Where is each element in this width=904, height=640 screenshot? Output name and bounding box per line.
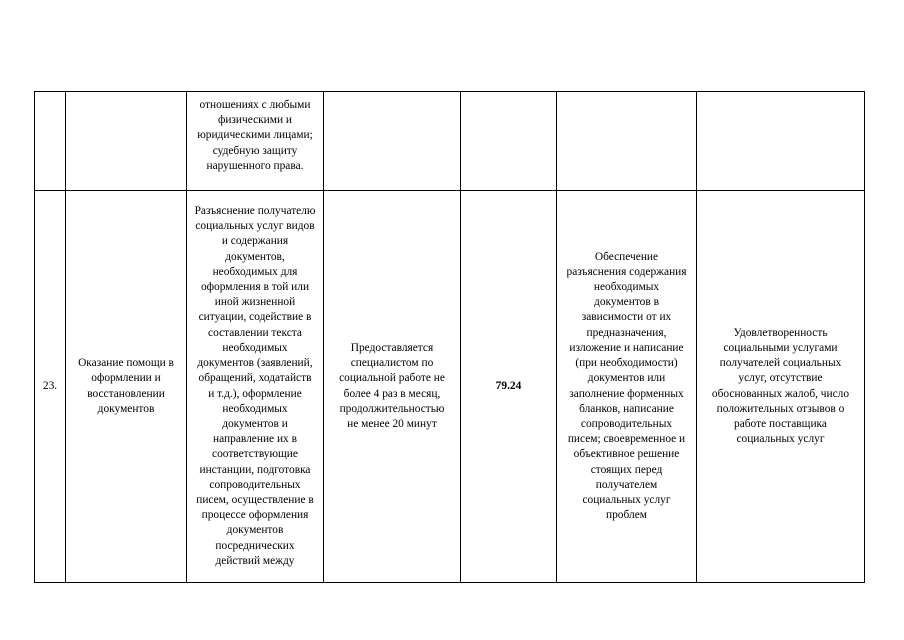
- text-line: оформлении и: [91, 372, 161, 385]
- text-line: и содержания: [221, 235, 289, 248]
- text-line: объективное решение: [573, 448, 680, 461]
- text-line: инстанции, подготовка: [199, 463, 311, 476]
- text-line: Предоставляется: [350, 341, 434, 354]
- table-row: [35, 191, 865, 583]
- text-line: документов в: [594, 296, 659, 309]
- cell-tariff: [461, 92, 557, 191]
- text-line: иной жизненной: [214, 296, 296, 309]
- text-line: положительных отзывов о: [716, 402, 845, 415]
- text-line: посреднических: [215, 539, 295, 552]
- text-line: социальных услуг: [736, 433, 825, 446]
- text-line: необходимых: [593, 281, 660, 294]
- text-line: писем, осуществление в: [196, 493, 314, 506]
- text-line: стоящих перед: [590, 463, 663, 476]
- text-line: Удовлетворенность: [733, 326, 828, 339]
- cell-service-description: [187, 92, 324, 191]
- text-line: документов (заявлений,: [197, 357, 313, 370]
- services-table: [34, 91, 865, 583]
- text-line: продолжительностью: [339, 402, 445, 415]
- text-line: бланков, написание: [579, 402, 674, 415]
- text-line: документов: [97, 402, 155, 415]
- cell-service-description: [187, 191, 324, 583]
- text-line: физическими и: [217, 114, 293, 127]
- text-line: социальных услуг видов: [195, 220, 315, 233]
- text-line: более 4 раз в месяц,: [343, 387, 441, 400]
- text-line: составлении текста: [208, 326, 302, 339]
- text-line: восстановлении: [87, 387, 165, 400]
- text-line: специалистом по: [350, 357, 434, 370]
- cell-quality-indicators: [557, 92, 697, 191]
- text-line: документов или: [587, 372, 666, 385]
- cell-provision: [324, 92, 461, 191]
- text-line: документов: [226, 524, 284, 537]
- text-line: ситуации, содействие в: [198, 311, 312, 324]
- cell-evaluation: [697, 191, 865, 583]
- text-line: сопроводительных: [580, 417, 673, 430]
- text-line: социальной работе не: [339, 372, 445, 385]
- text-line: проблем: [606, 509, 647, 522]
- text-line: работе поставщика: [734, 417, 827, 430]
- text-line: необходимых для: [212, 265, 298, 278]
- text-line: Обеспечение: [594, 250, 659, 263]
- text-line: документов и: [222, 417, 288, 430]
- text-line: Оказание помощи в: [78, 357, 174, 370]
- text-line: нарушенного права.: [206, 159, 304, 172]
- text-line: процессе оформления: [201, 509, 309, 522]
- cell-provision: [324, 191, 461, 583]
- text-line: действий между: [215, 554, 295, 567]
- text-line: обоснованных жалоб, число: [711, 387, 850, 400]
- text-line: необходимых: [222, 402, 288, 415]
- text-line: необходимых: [222, 341, 288, 354]
- text-line: получателей социальных: [719, 357, 842, 370]
- text-line: (при необходимости): [575, 357, 678, 370]
- text-line: получателем: [595, 478, 658, 491]
- table-row: [35, 92, 865, 191]
- text-line: не менее 20 минут: [347, 417, 437, 430]
- text-line: судебную защиту: [212, 144, 298, 157]
- text-line: направление их в: [213, 433, 297, 446]
- text-line: разъяснения содержания: [566, 265, 687, 278]
- text-line: социальных услуг: [582, 493, 671, 506]
- text-line: и т.д.), оформление: [208, 387, 302, 400]
- text-line: документов,: [225, 250, 285, 263]
- text-line: социальными услугами: [723, 341, 838, 354]
- cell-service-name: [66, 92, 187, 191]
- text-line: предназначения,: [586, 326, 667, 339]
- text-line: обращений, ходатайств: [198, 372, 312, 385]
- text-line: Разъяснение получателю: [194, 205, 316, 218]
- text-line: сопроводительных: [209, 478, 301, 491]
- text-line: писем; своевременное и: [567, 433, 686, 446]
- text-line: оформления в той или: [200, 281, 310, 294]
- cell-number: 23.: [35, 191, 66, 583]
- text-line: отношениях с любыми: [199, 99, 311, 111]
- text-line: зависимости от их: [581, 311, 672, 324]
- cell-service-name: [66, 191, 187, 583]
- cell-number: [35, 92, 66, 191]
- cell-quality-indicators: [557, 191, 697, 583]
- cell-evaluation: [697, 92, 865, 191]
- text-line: соответствующие: [212, 448, 298, 461]
- text-line: заполнение форменных: [569, 387, 684, 400]
- text-line: юридическими лицами;: [197, 129, 313, 142]
- cell-tariff: 79.24: [461, 191, 557, 583]
- text-line: изложение и написание: [569, 341, 684, 354]
- text-line: услуг, отсутствие: [738, 372, 823, 385]
